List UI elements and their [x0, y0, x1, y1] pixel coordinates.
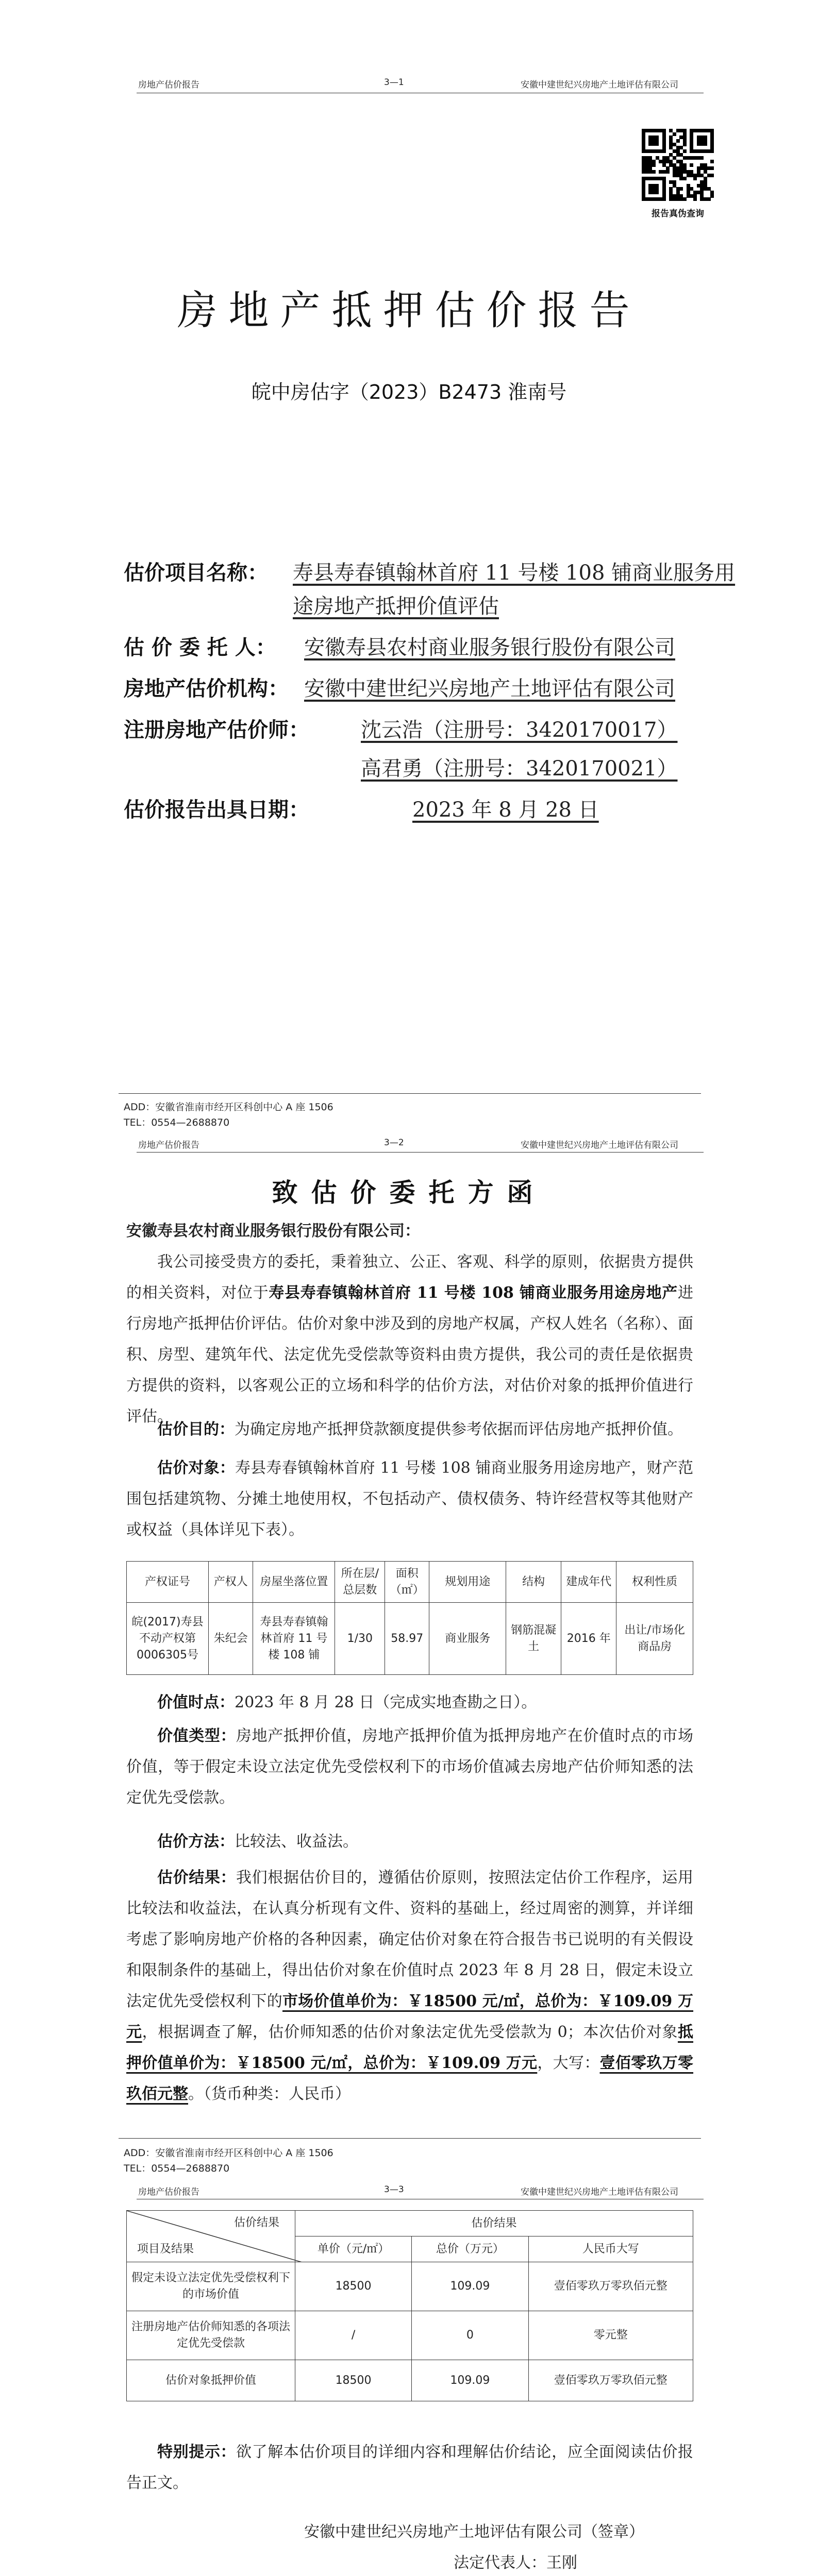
footer-address: ADD：安徽省淮南市经开区科创中心 A 座 1506: [124, 2147, 333, 2159]
value-type-label: 价值类型：: [157, 1727, 237, 1745]
value-type-text: 房地产抵押价值，房地产抵押价值为抵押房地产在价值时点的市场价值，等于假定未设立法定优先受偿权利下的市场价值减去房地产估价师知悉的法定优先受偿款。: [126, 1727, 694, 1807]
letter-intro-paragraph: [126, 1247, 693, 1432]
page-header-right: 安徽中建世纪兴房地产土地评估有限公司: [521, 1140, 678, 1150]
table-header-cell: 产权证号: [127, 1562, 209, 1603]
footer-rule: [119, 1093, 701, 1094]
table-row: [127, 2360, 693, 2401]
result-text-4: 。（货币种类：人民币）: [188, 2085, 350, 2103]
col-total-header: 总价（万元）: [412, 2236, 528, 2262]
diagonal-header-cell: [127, 2211, 295, 2262]
project-name-label: 估价项目名称：: [124, 561, 268, 585]
diagonal-header-top: 估价结果: [233, 2216, 279, 2229]
result-text-2: ，根据调查了解，估价师知悉的估价对象法定优先受偿款为 0；本次估价对象: [142, 2023, 678, 2041]
footer-tel: TEL：0554—2688870: [124, 1117, 230, 1128]
page-header-number: 3—2: [384, 1138, 404, 1148]
page-header-left: 房地产估价报告: [138, 2187, 199, 2197]
page-header-right: 安徽中建世纪兴房地产土地评估有限公司: [521, 80, 678, 90]
results-group-header: 估价结果: [295, 2211, 693, 2236]
qr-caption: 报告真伪查询: [652, 209, 704, 219]
object-label: 估价对象：: [157, 1459, 235, 1477]
special-note-text: 欲了解本估价项目的详细内容和理解估价结论，应全面阅读估价报告正文。: [126, 2443, 694, 2492]
row-item: 假定未设立法定优先受偿权利下的市场价值: [127, 2262, 295, 2311]
table-cell: 朱纪会: [209, 1603, 253, 1675]
special-note-label: 特别提示：: [157, 2443, 237, 2461]
row-total: 109.09: [412, 2360, 528, 2401]
table-header-cell: 面积（㎡）: [385, 1562, 429, 1603]
row-rmb: 零元整: [528, 2311, 693, 2360]
table-cell: 寿县寿春镇翰林首府 11 号楼 108 铺: [253, 1603, 335, 1675]
sign-representative: 法定代表人：王刚: [454, 2554, 577, 2572]
row-total: 109.09: [412, 2262, 528, 2311]
appraiser-2: 高君勇（注册号：3420170021）: [361, 757, 678, 781]
table-header-row: [127, 1562, 693, 1603]
value-date-paragraph: [126, 1687, 693, 1718]
method-text: 比较法、收益法。: [235, 1833, 358, 1851]
footer-rule: [119, 2138, 701, 2139]
appraiser-1: 沈云浩（注册号：3420170017）: [361, 718, 678, 742]
date-value: 2023 年 8 月 28 日: [412, 798, 599, 822]
intro-property-name: 寿县寿春镇翰林首府 11 号楼 108 铺商业服务用途房地产: [269, 1284, 678, 1302]
row-item: 估价对象抵押价值: [127, 2360, 295, 2401]
report-number: 皖中房估字（2023）B2473 淮南号: [251, 381, 567, 403]
special-note-paragraph: [126, 2437, 693, 2499]
value-type-paragraph: [126, 1721, 693, 1814]
date-label: 估价报告出具日期：: [124, 798, 309, 822]
row-item: 注册房地产估价师知悉的各项法定优先受偿款: [127, 2311, 295, 2360]
row-rmb: 壹佰零玖万零玖佰元整: [528, 2360, 693, 2401]
result-text-3: ，大写：: [537, 2054, 600, 2072]
table-cell: 58.97: [385, 1603, 429, 1675]
project-name-line2: 途房地产抵押价值评估: [293, 595, 499, 618]
object-paragraph: [126, 1453, 693, 1546]
client-value: 安徽寿县农村商业服务银行股份有限公司: [304, 636, 675, 659]
project-name-line1: 寿县寿春镇翰林首府 11 号楼 108 铺商业服务用: [293, 561, 736, 585]
letter-title: 致估价委托方函: [272, 1178, 546, 1208]
row-rmb: 壹佰零玖万零玖佰元整: [528, 2262, 693, 2311]
header-rule: [137, 1152, 704, 1153]
page-header-left: 房地产估价报告: [138, 80, 199, 90]
value-date-label: 价值时点：: [157, 1693, 235, 1711]
agency-value: 安徽中建世纪兴房地产土地评估有限公司: [304, 677, 675, 701]
row-unit: /: [295, 2311, 412, 2360]
page-header-left: 房地产估价报告: [138, 1140, 199, 1150]
table-header-cell: 所在层/总层数: [335, 1562, 385, 1603]
sign-company: 安徽中建世纪兴房地产土地评估有限公司（签章）: [304, 2523, 644, 2541]
col-rmb-header: 人民币大写: [528, 2236, 693, 2262]
row-unit: 18500: [295, 2360, 412, 2401]
table-cell: 2016 年: [561, 1603, 616, 1675]
agency-label: 房地产估价机构：: [124, 677, 289, 701]
result-market-value: 市场价值单价为：￥18500 元/㎡，总价为：￥109.09 万元: [126, 1992, 694, 2041]
table-cell: 皖(2017)寿县不动产权第0006305号: [127, 1603, 209, 1675]
report-title: 房地产抵押估价报告: [177, 287, 641, 334]
page-header-number: 3—1: [384, 77, 404, 88]
table-header-cell: 房屋坐落位置: [253, 1562, 335, 1603]
client-label: 估 价 委 托 人：: [124, 636, 276, 659]
object-text: 寿县寿春镇翰林首府 11 号楼 108 铺商业服务用途房地产，财产范围包括建筑物、分摊土地使用权，不包括动产、债权债务、特许经营权等其他财产或权益（具体详见下表）。: [126, 1459, 693, 1539]
property-table: [126, 1561, 693, 1675]
row-total: 0: [412, 2311, 528, 2360]
table-row: [127, 2311, 693, 2360]
purpose-text: 为确定房地产抵押贷款额度提供参考依据而评估房地产抵押价值。: [235, 1420, 683, 1438]
table-header-cell: 规划用途: [429, 1562, 506, 1603]
table-cell: 商业服务: [429, 1603, 506, 1675]
row-unit: 18500: [295, 2262, 412, 2311]
letter-salutation: 安徽寿县农村商业服务银行股份有限公司：: [126, 1222, 420, 1240]
diagonal-header-bottom: 项目及结果: [137, 2243, 194, 2256]
qr-code-icon[interactable]: [642, 129, 714, 201]
results-table: [126, 2210, 693, 2401]
result-text-1: 我们根据估价目的，遵循估价原则，按照法定估价工作程序，运用比较法和收益法，在认真分析现有文件、资料的基础上，经过周密的测算，并详细考虑了影响房地产价格的各种因素，确定估价对象在符合报告书已说明的有关假设和限制条件的基础上，得出估价对象在价值时点 2023 年 8 月 28 日，假定未设立法定优先受偿权利下的: [126, 1869, 694, 2010]
table-cell: 钢筋混凝土: [506, 1603, 561, 1675]
table-header-cell: 产权人: [209, 1562, 253, 1603]
result-paragraph: [126, 1862, 693, 2110]
footer-address: ADD：安徽省淮南市经开区科创中心 A 座 1506: [124, 1101, 333, 1113]
appraiser-label: 注册房地产估价师：: [124, 718, 309, 742]
intro-text-c: 进行房地产抵押估价评估。估价对象中涉及到的房地产权属，产权人姓名（名称）、面积、房型、建筑年代、法定优先受偿款等资料由贵方提供，我公司的责任是依据贵方提供的资料，以客观公正的立场和科学的估价方法，对估价对象的抵押价值进行评估。: [126, 1284, 693, 1426]
table-cell: 出让/市场化商品房: [616, 1603, 693, 1675]
table-row: [127, 1603, 693, 1675]
method-label: 估价方法：: [157, 1833, 235, 1851]
footer-tel: TEL：0554—2688870: [124, 2163, 230, 2174]
result-amount-words: 壹佰零玖万零玖佰元整: [126, 2054, 694, 2103]
intro-text-a: 我公司接受贵方的委托，秉着独立、公正、客观、科学的原则，依据贵方提供的相关资料，对位于: [126, 1253, 693, 1302]
purpose-label: 估价目的：: [157, 1420, 235, 1438]
results-header-row: [127, 2211, 693, 2236]
result-label: 估价结果：: [157, 1869, 237, 1887]
col-unit-header: 单价（元/㎡）: [295, 2236, 412, 2262]
table-row: [127, 2262, 693, 2311]
value-date-text: 2023 年 8 月 28 日（完成实地查勘之日）。: [235, 1693, 537, 1711]
table-cell: 1/30: [335, 1603, 385, 1675]
result-mortgage-value: 抵押价值单价为：￥18500 元/㎡，总价为：￥109.09 万元: [126, 2023, 694, 2072]
table-header-cell: 建成年代: [561, 1562, 616, 1603]
page-header-right: 安徽中建世纪兴房地产土地评估有限公司: [521, 2187, 678, 2197]
table-header-cell: 结构: [506, 1562, 561, 1603]
purpose-paragraph: [126, 1414, 693, 1445]
page-header-number: 3—3: [384, 2184, 404, 2195]
table-header-cell: 权利性质: [616, 1562, 693, 1603]
method-paragraph: [126, 1826, 693, 1857]
